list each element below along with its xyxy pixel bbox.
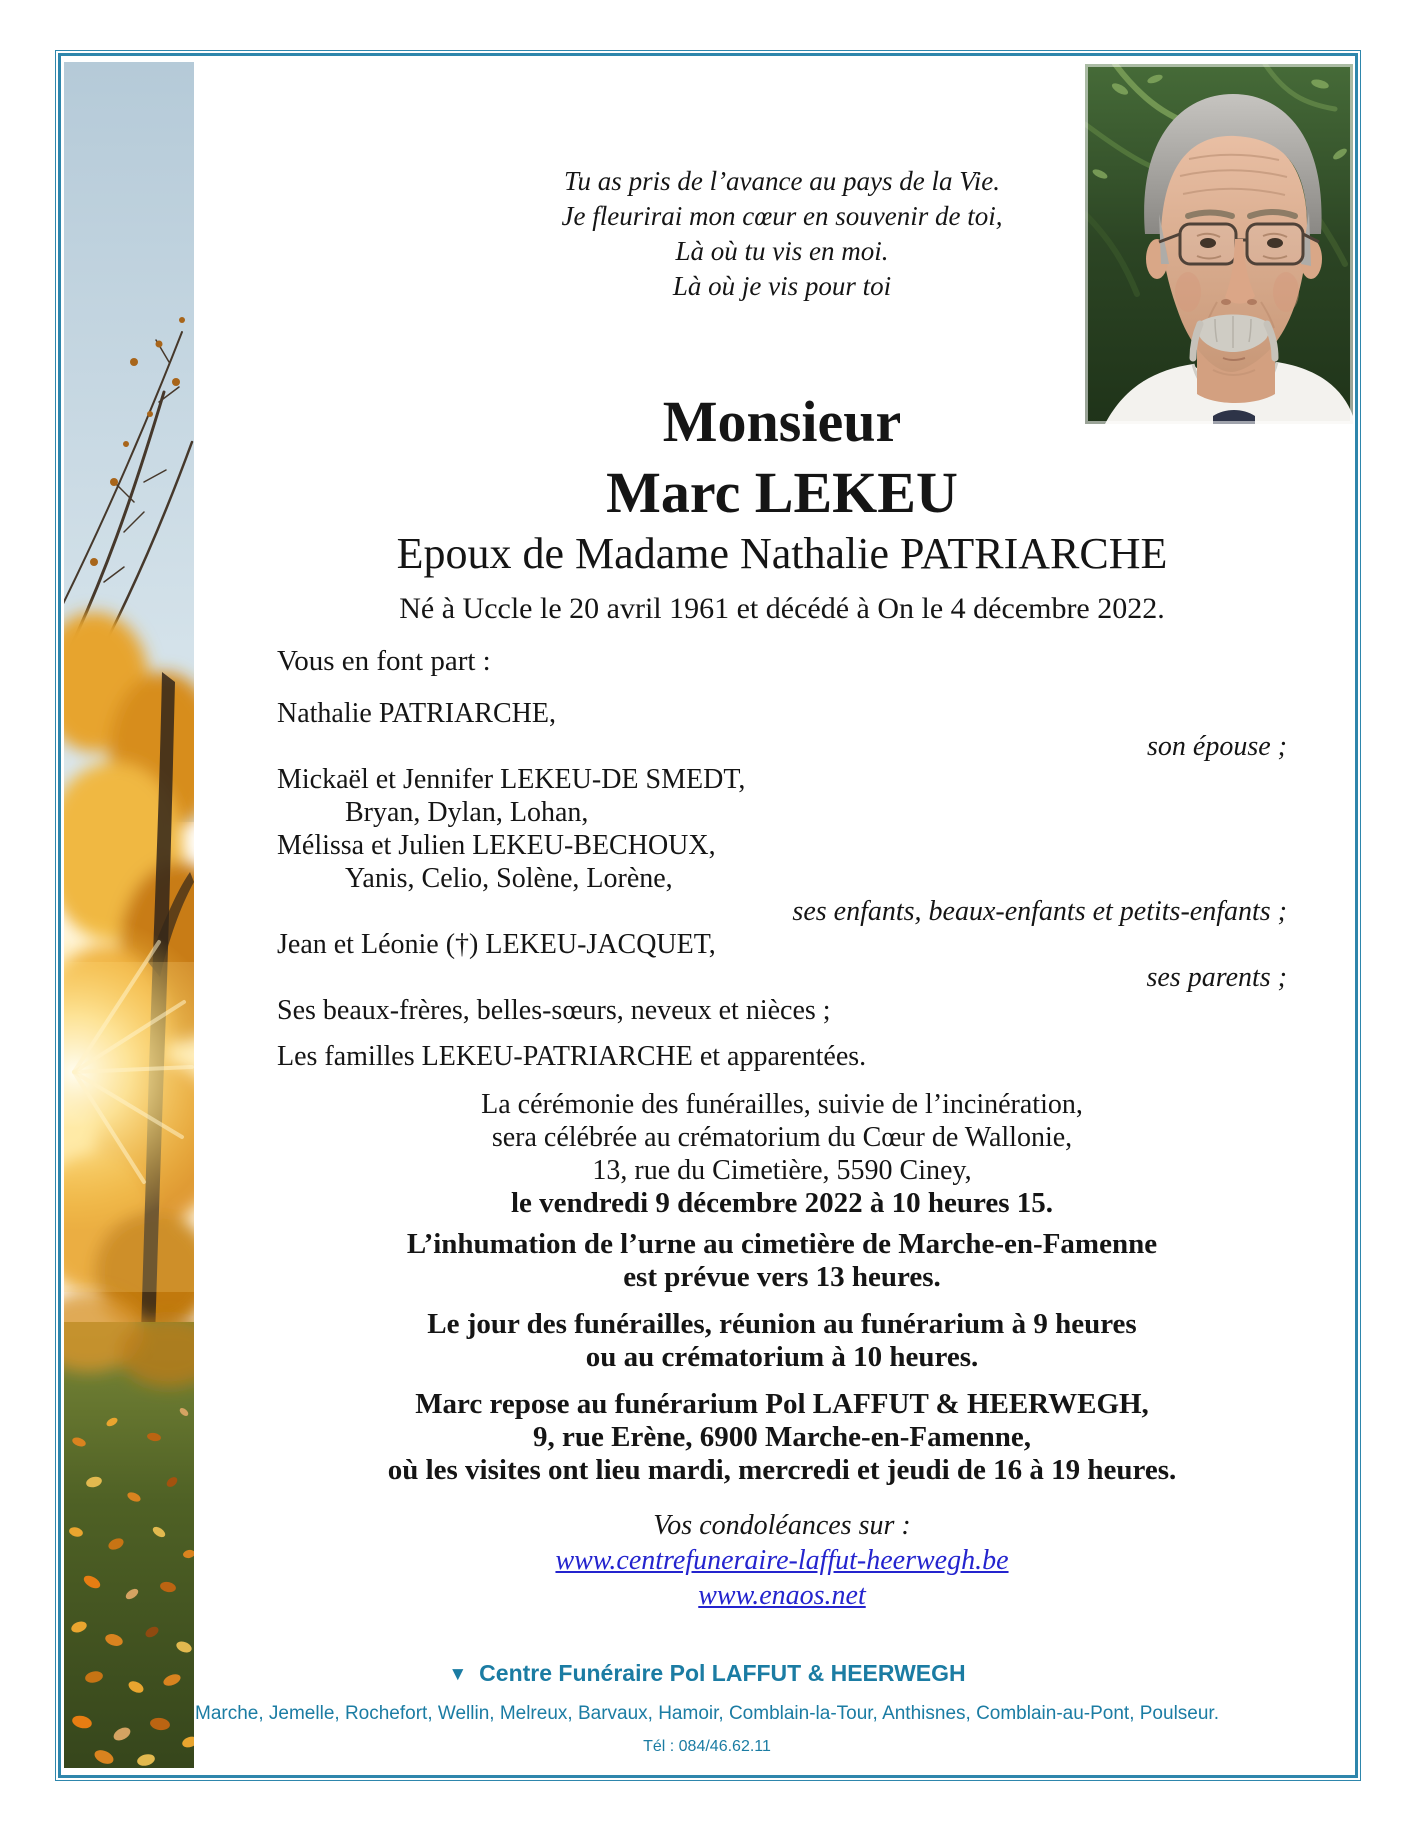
ceremony-line: Le jour des funérailles, réunion au funérarium à 9 heures (427, 1308, 1137, 1340)
condolence-link-funeral-home[interactable]: www.centrefuneraire-laffut-heerwegh.be (555, 1545, 1009, 1576)
announcement-intro: Vous en font part : (277, 645, 491, 677)
relation-label: ses parents ; (1146, 962, 1287, 993)
ceremony-paragraph (277, 1088, 1337, 1220)
poem-line: Là où je vis pour toi (672, 271, 892, 301)
ceremony-line: 9, rue Erène, 6900 Marche-en-Famenne, (533, 1421, 1031, 1453)
ceremony-line: La cérémonie des funérailles, suivie de l’incinération, (481, 1089, 1083, 1120)
down-triangle-icon: ▼ (448, 1664, 468, 1685)
family-line: Jean et Léonie (†) LEKEU-JACQUET, (277, 929, 716, 960)
family-line: Nathalie PATRIARCHE, (277, 698, 556, 729)
relation-label: ses enfants, beaux-enfants et petits-enfants ; (792, 896, 1287, 927)
family-line: Bryan, Dylan, Lohan, (345, 797, 589, 828)
meeting-paragraph (277, 1308, 1337, 1374)
ceremony-line: où les visites ont lieu mardi, mercredi et jeudi de 16 à 19 heures. (387, 1454, 1177, 1486)
funeral-home-name: Centre Funéraire Pol LAFFUT & HEERWEGH (479, 1660, 966, 1686)
ceremony-line: sera célébrée au crématorium du Cœur de Wallonie, (491, 1122, 1073, 1153)
family-line: Mélissa et Julien LEKEU-BECHOUX, (277, 830, 716, 861)
deceased-name: Marc LEKEU (606, 460, 958, 525)
autumn-photo-illustration (64, 62, 194, 1768)
relation-label: son épouse ; (1147, 731, 1287, 762)
ceremony-line: ou au crématorium à 10 heures. (585, 1341, 979, 1373)
condolence-link-enaos[interactable]: www.enaos.net (698, 1580, 866, 1611)
life-dates: Né à Uccle le 20 avril 1961 et décédé à On le 4 décembre 2022. (399, 592, 1165, 625)
civility-title: Monsieur (662, 389, 902, 454)
funeral-home-phone: Tél : 084/46.62.11 (643, 1738, 771, 1755)
family-line: Yanis, Celio, Solène, Lorène, (345, 863, 673, 894)
ceremony-line: Marc repose au funérarium Pol LAFFUT & HEERWEGH, (415, 1388, 1149, 1420)
ceremony-line: est prévue vers 13 heures. (623, 1261, 941, 1293)
inhumation-paragraph (277, 1228, 1337, 1294)
family-line: Ses beaux-frères, belles-sœurs, neveux et nièces ; (277, 995, 831, 1026)
poem-line: Là où tu vis en moi. (675, 236, 889, 266)
poem-line: Tu as pris de l’avance au pays de la Vie. (564, 166, 1000, 196)
spouse-line: Epoux de Madame Nathalie PATRIARCHE (396, 529, 1168, 578)
condolences-label: Vos condoléances sur : (653, 1510, 911, 1541)
family-line: Les familles LEKEU-PATRIARCHE et apparentées. (277, 1041, 867, 1072)
ceremony-line: 13, rue du Cimetière, 5590 Ciney, (592, 1155, 972, 1186)
autumn-photo (64, 62, 194, 1768)
poem-line: Je fleurirai mon cœur en souvenir de toi, (561, 201, 1003, 231)
family-list (277, 697, 1287, 1073)
memorial-poem (277, 164, 1337, 304)
family-line: Mickaël et Jennifer LEKEU-DE SMEDT, (277, 764, 746, 795)
funeral-home-banner (55, 1660, 1359, 1687)
condolences-block (277, 1508, 1337, 1613)
ceremony-line: L’inhumation de l’urne au cimetière de Marche-en-Famenne (406, 1228, 1158, 1260)
ceremony-date-line: le vendredi 9 décembre 2022 à 10 heures 15. (510, 1187, 1054, 1219)
funeral-home-cities: Marche, Jemelle, Rochefort, Wellin, Melreux, Barvaux, Hamoir, Comblain-la-Tour, Anthisnes, Comblain-au-Pont, Poulseur. (195, 1703, 1219, 1724)
funerarium-paragraph (277, 1388, 1337, 1487)
